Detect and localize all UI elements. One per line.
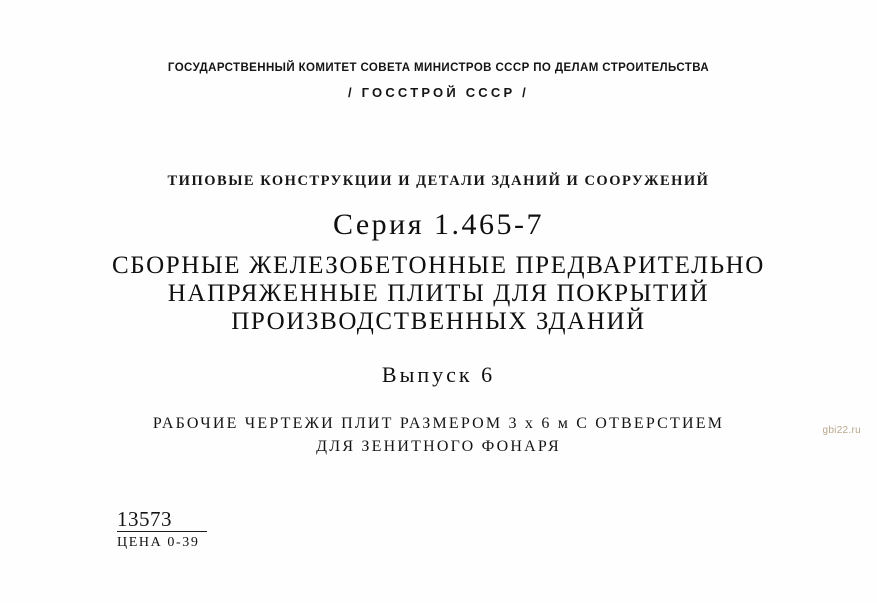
watermark-label: gbi22.ru — [822, 425, 861, 436]
title-line-1: СБОРНЫЕ ЖЕЛЕЗОБЕТОННЫЕ ПРЕДВАРИТЕЛЬНО — [112, 252, 765, 279]
organization-name-line-1: ГОСУДАРСТВЕННЫЙ КОМИТЕТ СОВЕТА МИНИСТРОВ СССР ПО ДЕЛАМ СТРОИТЕЛЬСТВА — [167, 62, 710, 74]
document-code-block — [117, 508, 207, 551]
title-line-2: НАПРЯЖЕННЫЕ ПЛИТЫ ДЛЯ ПОКРЫТИЙ — [167, 280, 710, 307]
document-description — [0, 412, 877, 458]
description-line-1: РАБОЧИЕ ЧЕРТЕЖИ ПЛИТ РАЗМЕРОМ 3 х 6 м С ОТВЕРСТИЕМ — [152, 415, 725, 432]
description-line-2: ДЛЯ ЗЕНИТНОГО ФОНАРЯ — [316, 438, 561, 455]
organization-header — [0, 62, 877, 100]
document-price: ЦЕНА 0-39 — [117, 535, 200, 550]
document-subject: ТИПОВЫЕ КОНСТРУКЦИИ И ДЕТАЛИ ЗДАНИЙ И СООРУЖЕНИЙ — [167, 173, 710, 189]
series-number: Серия 1.465-7 — [332, 208, 545, 241]
document-code-number: 13573 — [117, 507, 172, 531]
issue-number: Выпуск 6 — [381, 362, 496, 387]
title-line-3: ПРОИЗВОДСТВЕННЫХ ЗДАНИЙ — [231, 308, 646, 335]
organization-name-line-2: / ГОССТРОЙ СССР / — [348, 85, 529, 100]
document-title — [0, 252, 877, 336]
code-underline-divider — [117, 531, 207, 532]
